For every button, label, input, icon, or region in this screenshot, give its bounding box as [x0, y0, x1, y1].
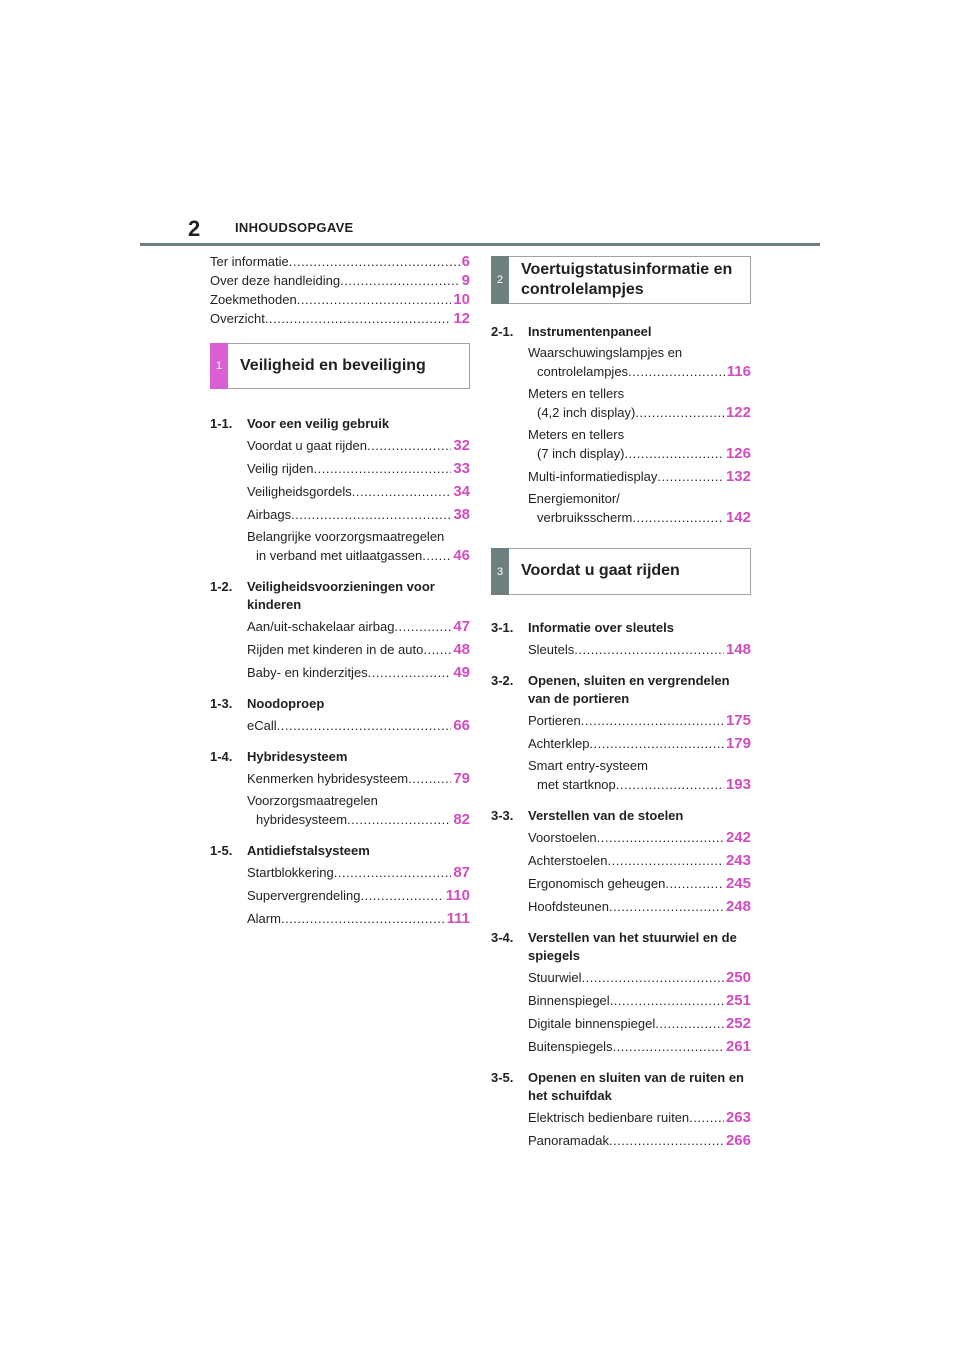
chapter-tab: 1	[210, 343, 228, 389]
section-heading: 1-5. Antidiefstalsysteem	[210, 843, 370, 858]
toc-entry-overzicht[interactable]: Overzicht ..... 12	[210, 309, 470, 328]
section-heading: 1-1. Voor een veilig gebruik	[210, 416, 390, 431]
page-link[interactable]: 148	[725, 641, 751, 658]
toc-entry[interactable]: Baby- en kinderzitjes ..... 49	[247, 663, 470, 683]
chapter-1-box[interactable]	[210, 343, 470, 389]
toc-right-column	[491, 256, 751, 1151]
toc-entry[interactable]: eCall ..... 66	[247, 716, 470, 736]
page-link[interactable]: 47	[453, 618, 470, 635]
page-link[interactable]: 251	[725, 992, 751, 1009]
page-link[interactable]: 87	[453, 864, 470, 881]
page-number: 2	[188, 216, 201, 241]
chapter-tab: 2	[491, 256, 509, 304]
page-link[interactable]: 242	[725, 829, 751, 846]
toc-entry[interactable]: Airbags ..... 38	[247, 505, 470, 525]
page-link[interactable]: 266	[725, 1132, 751, 1149]
toc-entry[interactable]: Hoofdsteunen ..... 248	[528, 897, 751, 917]
page-link[interactable]: 179	[725, 735, 751, 752]
toc-entry[interactable]: Elektrisch bedienbare ruiten ..... 263	[528, 1108, 751, 1128]
toc-entry[interactable]: Startblokkering ..... 87	[247, 863, 470, 883]
page-link[interactable]: 110	[445, 887, 470, 904]
toc-entry[interactable]: Binnenspiegel ..... 251	[528, 991, 751, 1011]
section-heading: 1-2. Veiligheidsvoorzieningen voor kinderen	[210, 579, 435, 612]
toc-entry[interactable]: Voordat u gaat rijden ..... 32	[247, 436, 470, 456]
section-heading: 3-4. Verstellen van het stuurwiel en de spiegels	[491, 930, 737, 963]
toc-entry[interactable]: Stuurwiel ..... 250	[528, 968, 751, 988]
page-link[interactable]: 79	[453, 770, 470, 787]
toc-entry[interactable]: Veilig rijden ..... 33	[247, 459, 470, 479]
toc-entry[interactable]: Kenmerken hybridesysteem ..... 79	[247, 769, 470, 789]
toc-entry[interactable]: Rijden met kinderen in de auto ..... 48	[247, 640, 470, 660]
toc-left-column	[210, 252, 470, 929]
toc-entry[interactable]: Alarm ..... 111	[247, 909, 470, 929]
page-link[interactable]: 132	[725, 468, 751, 485]
toc-entry[interactable]: Sleutels ..... 148	[528, 640, 751, 660]
toc-entry[interactable]: Portieren ..... 175	[528, 711, 751, 731]
page-link[interactable]: 175	[725, 712, 751, 729]
section-heading: 3-2. Openen, sluiten en vergrendelen van de portieren	[491, 673, 730, 706]
section-heading: 3-1. Informatie over sleutels	[491, 620, 674, 635]
chapter-title: Voordat u gaat rijden	[521, 562, 680, 579]
page-link[interactable]: 122	[725, 404, 751, 421]
toc-entry-zoekmethoden[interactable]: Zoekmethoden ..... 10	[210, 290, 470, 309]
page-link[interactable]: 34	[453, 483, 470, 500]
page-link[interactable]: 82	[453, 811, 470, 828]
section-heading: 3-5. Openen en sluiten van de ruiten en het schuifdak	[491, 1070, 744, 1103]
toc-entry[interactable]: Smart entry-systeem met startknop ..... 193	[528, 757, 751, 795]
chapter-2-box[interactable]	[491, 256, 751, 304]
page-link[interactable]: 32	[453, 437, 470, 454]
toc-entry[interactable]: Aan/uit-schakelaar airbag ..... 47	[247, 617, 470, 637]
page-header	[140, 212, 820, 246]
chapter-3-box[interactable]	[491, 548, 751, 595]
section-heading: 2-1. Instrumentenpaneel	[491, 324, 652, 339]
toc-entry[interactable]: Voorstoelen ..... 242	[528, 828, 751, 848]
section-heading: 3-3. Verstellen van de stoelen	[491, 808, 684, 823]
page-link[interactable]: 250	[725, 969, 751, 986]
toc-entry[interactable]: Digitale binnenspiegel ..... 252	[528, 1014, 751, 1034]
page-link[interactable]: 6	[461, 253, 470, 270]
page-link[interactable]: 116	[726, 363, 751, 380]
toc-entry-ter-informatie[interactable]: Ter informatie ..... 6	[210, 252, 470, 271]
page-link[interactable]: 248	[725, 898, 751, 915]
toc-entry[interactable]: Multi-informatiedisplay ..... 132	[528, 467, 751, 487]
toc-entry[interactable]: Energiemonitor/ verbruiksscherm ..... 142	[528, 490, 751, 528]
page-link[interactable]: 126	[725, 445, 751, 462]
page-link[interactable]: 142	[725, 509, 751, 526]
toc-entry[interactable]: Achterstoelen ..... 243	[528, 851, 751, 871]
page-link[interactable]: 252	[725, 1015, 751, 1032]
page-link[interactable]: 261	[725, 1038, 751, 1055]
chapter-title: Veiligheid en beveiliging	[240, 357, 426, 374]
header-rule	[140, 243, 820, 246]
page-link[interactable]: 10	[453, 291, 470, 308]
toc-entry[interactable]: Meters en tellers (4,2 inch display) ..... 122	[528, 385, 751, 423]
toc-entry[interactable]: Veiligheidsgordels ..... 34	[247, 482, 470, 502]
page-link[interactable]: 245	[725, 875, 751, 892]
page-link[interactable]: 263	[725, 1109, 751, 1126]
page-link[interactable]: 48	[453, 641, 470, 658]
toc-entry[interactable]: Buitenspiegels ..... 261	[528, 1037, 751, 1057]
page-link[interactable]: 9	[461, 272, 470, 289]
page-link[interactable]: 33	[453, 460, 470, 477]
page-link[interactable]: 66	[453, 717, 470, 734]
page-link[interactable]: 111	[446, 910, 470, 927]
chapter-tab: 3	[491, 548, 509, 595]
toc-entry[interactable]: Achterklep ..... 179	[528, 734, 751, 754]
chapter-title: Voertuigstatusinformatie en controlelampjes	[521, 261, 733, 298]
toc-entry[interactable]: Panoramadak ..... 266	[528, 1131, 751, 1151]
page-link[interactable]: 49	[453, 664, 470, 681]
toc-entry[interactable]: Waarschuwingslampjes en controlelampjes ..... 116	[528, 344, 751, 382]
toc-entry[interactable]: Ergonomisch geheugen ..... 245	[528, 874, 751, 894]
toc-entry-over-deze-handleiding[interactable]: Over deze handleiding ..... 9	[210, 271, 470, 290]
section-heading: 1-4. Hybridesysteem	[210, 749, 348, 764]
toc-entry[interactable]: Belangrijke voorzorgsmaatregelen in verband met uitlaatgassen ..... 46	[247, 528, 470, 566]
page-link[interactable]: 243	[725, 852, 751, 869]
section-heading: 1-3. Noodoproep	[210, 696, 325, 711]
intro-list	[210, 252, 470, 328]
toc-entry[interactable]: Meters en tellers (7 inch display) ..... 126	[528, 426, 751, 464]
page-title: INHOUDSOPGAVE	[235, 220, 354, 235]
page-link[interactable]: 193	[725, 776, 751, 793]
page-link[interactable]: 46	[453, 547, 470, 564]
page-link[interactable]: 38	[453, 506, 470, 523]
page-link[interactable]: 12	[453, 310, 470, 327]
toc-entry[interactable]: Supervergrendeling ..... 110	[247, 886, 470, 906]
toc-entry[interactable]: Voorzorgsmaatregelen hybridesysteem ..... 82	[247, 792, 470, 830]
